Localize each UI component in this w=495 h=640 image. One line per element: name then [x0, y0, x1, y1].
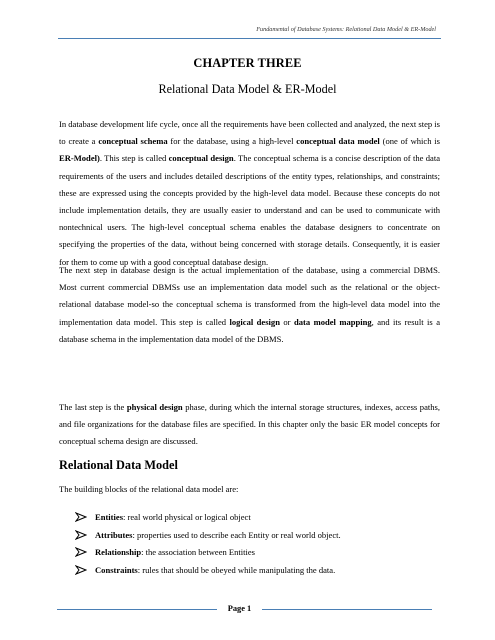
list-item: [75, 508, 341, 526]
text-run: The next step in database design is the actual implementation of the database, using a commercial DBMS. Most current commercial DBMSs use an implementation data model such as the relational or the object-relational database model-so the conceptual schema is transformed from the high-level data model into the implementation data model. This step is called: [59, 265, 440, 327]
header-rule: [58, 38, 441, 39]
list-item: [75, 526, 341, 544]
paragraph-conceptual-design: [59, 116, 440, 271]
text-run: . This step is called: [99, 153, 169, 164]
paragraph-logical-design: [59, 262, 440, 348]
bold-term: logical design: [229, 316, 280, 327]
chapter-subtitle: Relational Data Model & ER-Model: [158, 82, 337, 96]
text-run: phase, during which the internal storage structures, indexes, access paths, and file organizations for the database files are specified. In this chapter only the basic ER model concepts for conceptual schema design are discussed.: [59, 402, 440, 447]
list-item-term: Relationship: [95, 547, 142, 558]
footer-rule-left: [57, 609, 217, 610]
running-header: Fundamental of Database Systems: Relational Data Model & ER-Model: [256, 26, 436, 33]
text-run: , and its result is a database schema in the implementation data model of the DBMS.: [59, 316, 440, 344]
arrow-bullet-icon: [75, 530, 87, 540]
list-item-desc: : rules that should be obeyed while manipulating the data.: [137, 565, 336, 576]
list-item: [75, 561, 341, 579]
bold-term: conceptual design: [168, 153, 234, 164]
bold-term: conceptual data model: [296, 136, 380, 147]
list-item-desc: : the association between Entities: [141, 547, 256, 558]
footer-rule-right: [262, 609, 432, 610]
arrow-bullet-icon: [75, 565, 87, 575]
bold-term: ER-Model): [59, 153, 100, 164]
arrow-bullet-icon: [75, 512, 87, 522]
section-intro: The building blocks of the relational data model are:: [59, 484, 239, 494]
building-blocks-list: [75, 508, 341, 579]
page-number: Page 1: [227, 604, 252, 613]
paragraph-physical-design: [59, 399, 440, 451]
list-item-term: Constraints: [95, 565, 138, 576]
text-run: for the database, using a high-level: [167, 136, 297, 147]
text-run: (one of which is: [379, 136, 440, 147]
text-run: . The conceptual schema is a concise description of the data requirements of the users and includes detailed descriptions of the entity types, relationships, and constraints; these are expressed using the concepts provided by the high-level data model. Because these concepts do not include implementation details, they are usually easier to understand and can be used to communicate with nontechnical users. The high-level conceptual schema enables the database designers to concentrate on specifying the properties of the data, without being concerned with storage details. Consequently, it is easier for them to come up with a good conceptual database design.: [59, 153, 441, 267]
list-item-term: Entities: [95, 511, 124, 522]
bold-term: data model mapping: [293, 316, 372, 327]
text-run: or: [279, 316, 294, 327]
list-item-desc: : real world physical or logical object: [123, 511, 251, 522]
list-item-desc: : properties used to describe each Entity or real world object.: [132, 529, 341, 540]
arrow-bullet-icon: [75, 547, 87, 557]
list-item-term: Attributes: [95, 529, 133, 540]
bold-term: conceptual schema: [98, 136, 168, 147]
list-item: [75, 544, 341, 562]
bold-term: physical design: [126, 402, 183, 412]
chapter-title: CHAPTER THREE: [193, 56, 302, 70]
text-run: The last step is the: [59, 402, 127, 412]
section-heading: Relational Data Model: [59, 458, 178, 472]
text-run: In database development life cycle, once all the requirements have been collected and analyzed, the next step is to create a: [59, 119, 440, 147]
